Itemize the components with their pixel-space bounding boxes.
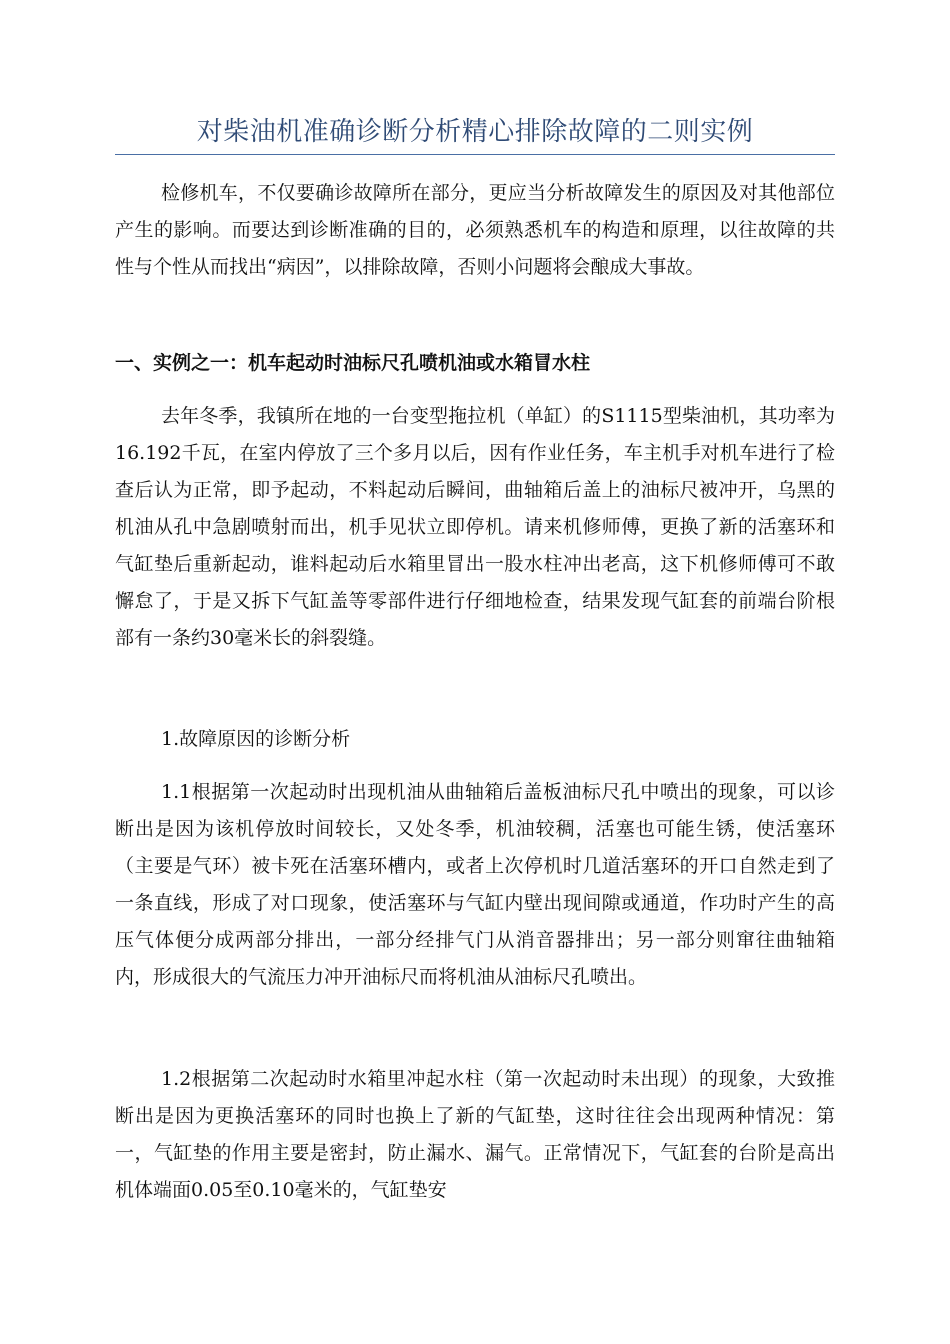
subsection-title-text: 1.故障原因的诊断分析: [161, 728, 351, 750]
document-title: 对柴油机准确诊断分析精心排除故障的二则实例: [196, 117, 754, 147]
intro-text: 检修机车，不仅要确诊故障所在部分，更应当分析故障发生的原因及对其他部位产生的影响。而要达到诊断准确的目的，必须熟悉机车的构造和原理，以往故障的共性与个性从而找出“病因”，以排除故障，否则小问题将会酿成大事故。: [115, 182, 835, 278]
intro-paragraph: [115, 175, 835, 286]
subsection-title-1: [115, 721, 835, 758]
case-paragraph: [115, 398, 835, 657]
paragraph-1-2: [115, 1061, 835, 1209]
section-heading-1: 一、实例之一：机车起动时油标尺孔喷机油或水箱冒水柱: [115, 352, 591, 374]
paragraph-1-1-text: 1.1根据第一次起动时出现机油从曲轴箱后盖板油标尺孔中喷出的现象，可以诊断出是因为该机停放时间较长，又处冬季，机油较稠，活塞也可能生锈，使活塞环（主要是气环）被卡死在活塞环槽内，或者上次停机时几道活塞环的开口自然走到了一条直线，形成了对口现象，使活塞环与气缸内壁出现间隙或通道，作功时产生的高压气体便分成两部分排出，一部分经排气门从消音器排出；另一部分则窜往曲轴箱内，形成很大的气流压力冲开油标尺而将机油从油标尺孔喷出。: [115, 781, 835, 988]
paragraph-1-2-text: 1.2根据第二次起动时水箱里冲起水柱（第一次起动时未出现）的现象，大致推断出是因为更换活塞环的同时也换上了新的气缸垫，这时往往会出现两种情况：第一，气缸垫的作用主要是密封，防止漏水、漏气。正常情况下，气缸套的台阶是高出机体端面0.05至0.10毫米的，气缸垫安: [115, 1068, 835, 1201]
case-description-text: 去年冬季，我镇所在地的一台变型拖拉机（单缸）的S1115型柴油机，其功率为16.192千瓦，在室内停放了三个多月以后，因有作业任务，车主机手对机车进行了检查后认为正常，即予起动，不料起动后瞬间，曲轴箱后盖上的油标尺被冲开，乌黑的机油从孔中急剧喷射而出，机手见状立即停机。请来机修师傅，更换了新的活塞环和气缸垫后重新起动，谁料起动后水箱里冒出一股水柱冲出老高，这下机修师傅可不敢懈怠了，于是又拆下气缸盖等零部件进行仔细地检查，结果发现气缸套的前端台阶根部有一条约30毫米长的斜裂缝。: [115, 405, 835, 649]
title-underline: [115, 154, 835, 155]
paragraph-1-1: [115, 774, 835, 996]
